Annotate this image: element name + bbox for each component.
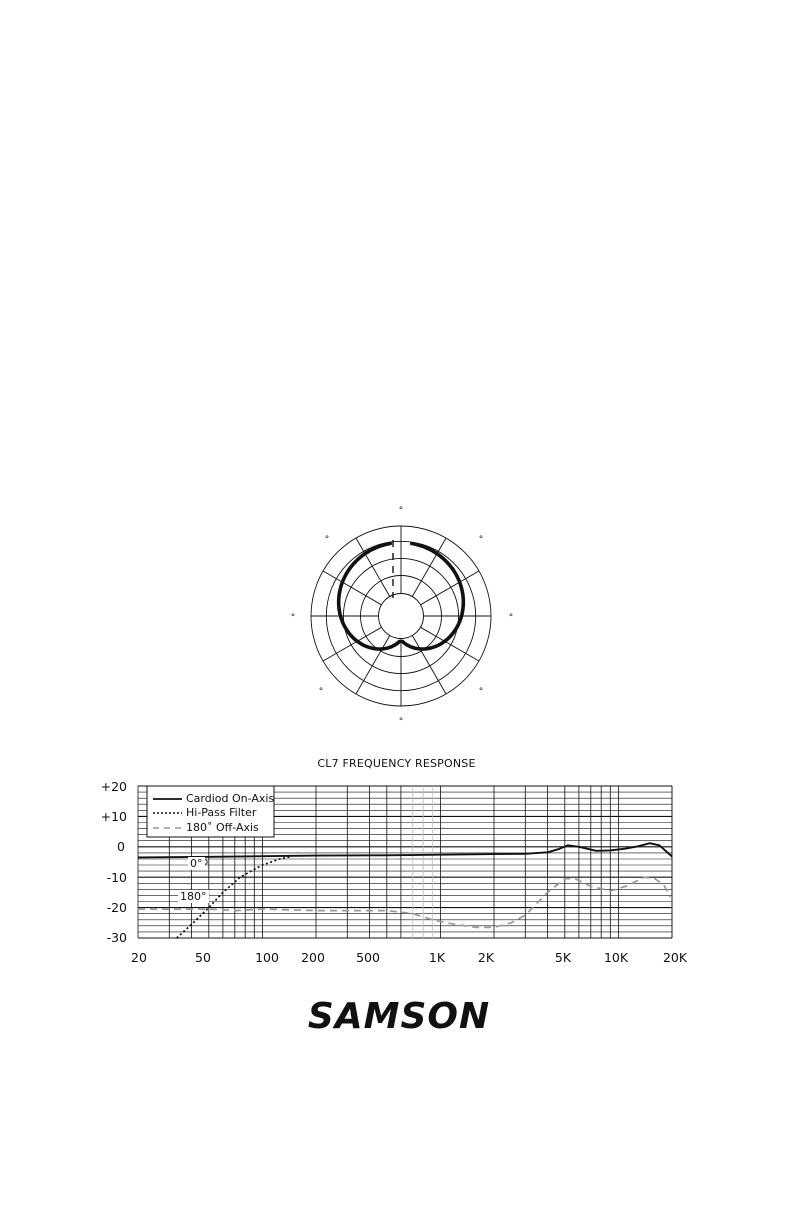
samson-logo xyxy=(288,998,510,1032)
x-tick-label: 20K xyxy=(662,950,688,965)
x-tick-label: 1K xyxy=(428,950,446,965)
x-tick-label: 100 xyxy=(255,950,279,965)
x-tick-label: 200 xyxy=(301,950,325,965)
x-tick-label: 50 xyxy=(195,950,211,965)
x-tick-label: 10K xyxy=(603,950,629,965)
y-tick-label: -10 xyxy=(106,870,127,885)
annotation-180-degree: 180° xyxy=(180,890,207,903)
y-tick-label: -20 xyxy=(106,900,127,915)
polar-angle-marker: ° xyxy=(478,687,484,697)
legend-label-offaxis: 180˚ Off-Axis xyxy=(186,821,259,834)
polar-angle-marker: ° xyxy=(324,535,330,545)
legend-label-cardiod: Cardiod On-Axis xyxy=(186,792,275,805)
legend-label-hipass: Hi-Pass Filter xyxy=(186,806,257,819)
polar-angle-marker: ° xyxy=(478,535,484,545)
annotation-0-degree: 0° xyxy=(190,857,203,870)
polar-angle-marker: ° xyxy=(508,613,514,623)
x-tick-label: 2K xyxy=(477,950,495,965)
y-tick-label: +20 xyxy=(100,779,127,794)
polar-angle-marker: ° xyxy=(398,506,404,516)
x-tick-label: 5K xyxy=(554,950,572,965)
y-tick-label: +10 xyxy=(100,809,127,824)
chart-series xyxy=(138,843,672,938)
polar-angle-marker: ° xyxy=(290,613,296,623)
polar-angle-marker: ° xyxy=(398,717,404,727)
x-tick-label: 20 xyxy=(131,950,147,965)
y-tick-label: -30 xyxy=(106,930,127,945)
chart-title: CL7 FREQUENCY RESPONSE xyxy=(317,757,476,770)
samson-logo-text: SAMSON xyxy=(307,998,491,1032)
x-tick-label: 500 xyxy=(356,950,380,965)
polar-angle-marker: ° xyxy=(318,687,324,697)
y-tick-label: 0 xyxy=(117,839,125,854)
series-line-solid xyxy=(138,843,672,857)
